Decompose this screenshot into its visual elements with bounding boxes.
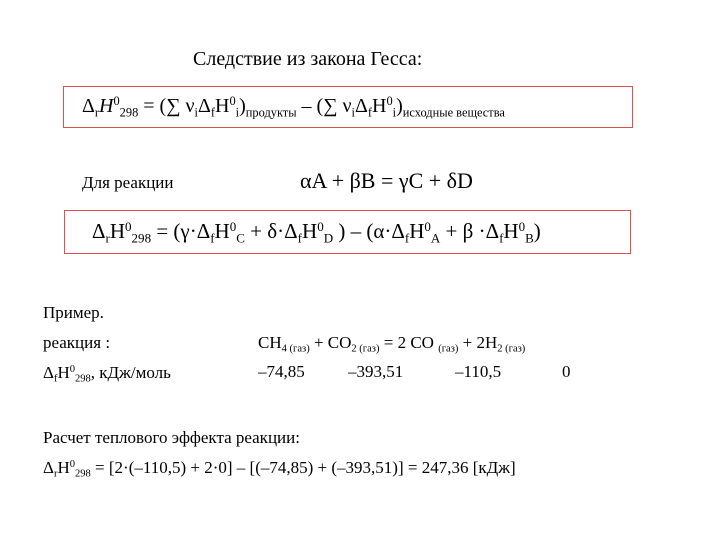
value-co: –110,5 [455,362,502,381]
value-co2: –393,51 [348,362,404,381]
calc-expression: $\Delta_rH^0_{298} = [2\cdot(-110,5) + 2\cdot 0] - [(-74,85) + (-393,51)] = 247,36$ [кДж] [43,458,516,480]
reaction-label: Для реакции [82,173,174,192]
value-h2: 0 [562,362,571,381]
example-units-label: $\Delta_fH^0_{298}$, кДж/моль [43,363,171,385]
specific-hess-formula: $\Delta_rH^0_{298} = (\gamma\cdot\Delta_fH^0_C + \delta\cdot\Delta_fH^0_D$ ) – $(\alpha\cdot\Delta_fH^0_A + \beta \cdot\Delta_fH^0_B)$ [92,218,541,246]
page-title: Следствие из закона Гесса: [193,48,423,70]
calc-heading: Расчет теплового эффекта реакции: [43,428,300,447]
example-reaction-label: реакция : [43,333,111,352]
value-ch4: –74,85 [258,362,305,381]
reaction-equation: αA + βB = γC + δD [300,168,473,193]
example-heading: Пример. [43,303,104,322]
general-hess-formula: $\Delta_rH^0_{298}$ = (∑ $\nu_i\Delta_fH^0_i)_{продукты}$ – (∑ $\nu_i\Delta_fH^0_i)_{исходные вещества}$ [82,94,505,120]
example-reaction-equation: $CH_4$ $_{(газ)} + CO_2$ $_{(газ)}$ = 2 CO $_{(газ)} + 2H_2$ $_{(газ)}$ [258,333,526,355]
